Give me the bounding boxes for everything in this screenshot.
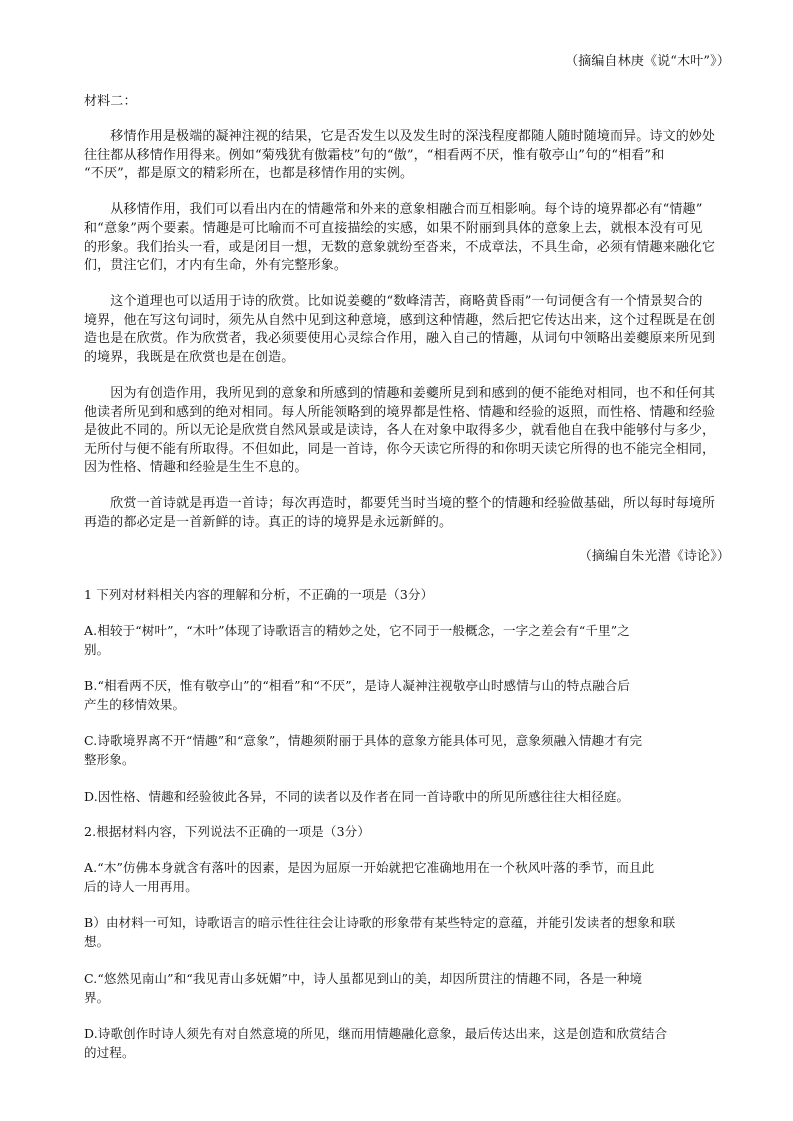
- question-2-option-a-cont: 后的诗人一用再用。: [84, 879, 198, 894]
- paragraph-line: 他读者所见到和感到的绝对相同。每人所能领略到的境界都是性格、情趣和经验的返照，而性格、情趣和经验: [84, 405, 716, 420]
- material-2-heading: 材料二：: [84, 94, 137, 109]
- question-2-option-b-cont: 想。: [84, 934, 110, 949]
- paragraph-line: 的形象。我们抬头一看，或是闭目一想，无数的意象就纷至沓来，不成章法，不具生命，必须有情趣来融化它: [84, 240, 716, 255]
- question-2-option-c: C.“悠然见南山”和“我见青山多妩媚”中，诗人虽都见到山的美，却因所贯注的情趣不同，各是一种境: [84, 971, 643, 986]
- paragraph-line: “不厌”，都是原文的精彩所在，也都是移情作用的实例。: [84, 166, 414, 181]
- question-1-option-d: D.因性格、情趣和经验彼此各异，不同的读者以及作者在同一首诗歌中的所见所感往往大相径庭。: [84, 789, 630, 804]
- question-1-option-b-cont: 产生的移情效果。: [84, 697, 186, 712]
- paragraph-line: 的境界，我既是在欣赏也是在创造。: [84, 350, 295, 365]
- paragraph-line: 欣赏一首诗就是再造一首诗；每次再造时，都要凭当时当境的整个的情趣和经验做基础，所以每时每境所: [84, 496, 716, 511]
- question-2-option-a: A.“木”仿佛本身就含有落叶的因素，是因为屈原一开始就把它准确地用在一个秋风叶落的季节，而且此: [84, 860, 655, 875]
- paragraph-line: 是彼此不同的。所以无论是欣赏自然风景或是读诗，各人在对象中取得多少，就看他自在我中能够付与多少，: [84, 423, 716, 438]
- question-1-option-c-cont: 整形象。: [84, 752, 135, 767]
- question-1-option-b: B.“相看两不厌，惟有敬亭山”的“相看”和“不厌”，是诗人凝神注视敬亭山时感情与山的特点融合后: [84, 678, 631, 693]
- question-2-stem: 2.根据材料内容，下列说法不正确的一项是（3分）: [84, 824, 370, 839]
- question-1-option-a-cont: 别。: [84, 642, 110, 657]
- question-2-option-b: B）由材料一可知，诗歌语言的暗示性往往会让诗歌的形象带有某些特定的意蕴，并能引发读者的想象和联: [84, 915, 676, 930]
- paragraph-line: 从移情作用，我们可以看出内在的情趣常和外来的意象相融合而互相影响。每个诗的境界都必有“情趣”: [84, 202, 703, 217]
- source-citation-1: （摘编自林庚《说“木叶”》）: [565, 54, 730, 69]
- question-1-stem: 1 下列对材料相关内容的理解和分析，不正确的一项是（3分）: [84, 587, 434, 602]
- question-2-option-d-cont: 的过程。: [84, 1045, 135, 1060]
- paragraph-line: 往往都从移情作用得来。例如“菊残犹有傲霜枝”句的“傲”，“相看两不厌，惟有敬亭山”句的“相看”和: [84, 148, 665, 163]
- source-citation-2: （摘编自朱光潜《诗论》）: [578, 549, 730, 564]
- question-1-option-a: A.相较于“树叶”，“木叶”体现了诗歌语言的精妙之处，它不同于一般概念，一字之差会有“千里”之: [84, 623, 630, 638]
- paragraph-line: 移情作用是极端的凝神注视的结果，它是否发生以及发生时的深浅程度都随人随时随境而异。诗文的妙处: [84, 129, 716, 144]
- paragraph-line: 无所付与便不能有所取得。不但如此，同是一首诗，你今天读它所得的和你明天读它所得的也不能完全相同，: [84, 442, 716, 457]
- question-1-option-c: C.诗歌境界离不开“情趣”和“意象”，情趣须附丽于具体的意象方能具体可见，意象须融入情趣才有完: [84, 733, 643, 748]
- paragraph-line: 因为有创造作用，我所见到的意象和所感到的情趣和姜夔所見到和感到的便不能绝对相同，也不和任何其: [84, 386, 716, 401]
- paragraph-line: 再造的都必定是一首新鲜的诗。真正的诗的境界是永远新鲜的。: [84, 515, 453, 530]
- paragraph-line: 因为性格、情趣和经验是生生不息的。: [84, 460, 308, 475]
- paragraph-line: 造也是在欣赏。作为欣赏者，我必须要使用心灵综合作用，融入自己的情趣，从词句中领略出姜夔原来所见到: [84, 331, 716, 346]
- paragraph-line: 这个道理也可以适用于诗的欣赏。比如说姜夔的“数峰清苦，商略黄昏雨”一句词便含有一个情景契合的: [84, 294, 703, 309]
- paragraph-line: 境界，他在写这句词时，须先从自然中见到这种意境，感到这种情趣，然后把它传达出来，这个过程既是在创: [84, 313, 716, 328]
- paragraph-line: 们，贯注它们，才内有生命，外有完整形象。: [84, 258, 348, 273]
- question-2-option-d: D.诗歌创作时诗人须先有对自然意境的所见，继而用情趣融化意象，最后传达出来，这是创造和欣赏结合: [84, 1026, 668, 1041]
- paragraph-line: 和“意象”两个要素。情趣是可比喻而不可直接描绘的实感，如果不附丽到具体的意象上去，就根本没有可见: [84, 221, 703, 236]
- question-2-option-c-cont: 界。: [84, 990, 110, 1005]
